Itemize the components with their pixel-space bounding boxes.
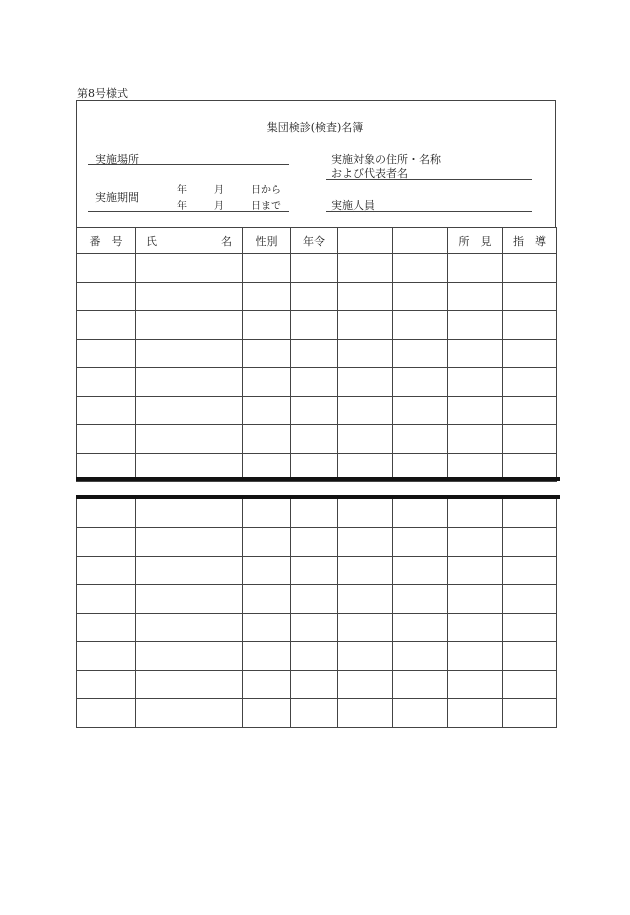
table-cell[interactable] [448,368,503,397]
table-cell[interactable] [393,642,448,671]
table-cell[interactable] [136,585,243,614]
table-cell[interactable] [503,642,557,671]
table-row [77,699,557,728]
table-cell[interactable] [243,670,291,699]
table-cell[interactable] [448,670,503,699]
table-cell[interactable] [243,254,291,283]
table-cell[interactable] [291,613,338,642]
table-cell[interactable] [77,556,136,585]
table-cell[interactable] [448,339,503,368]
table-cell[interactable] [338,396,393,425]
table-cell[interactable] [448,311,503,340]
table-row [77,311,557,340]
table-cell[interactable] [448,699,503,728]
table-cell[interactable] [393,396,448,425]
table-cell[interactable] [291,368,338,397]
table-cell[interactable] [77,642,136,671]
table-cell[interactable] [136,396,243,425]
period-month-2: 月 [214,201,224,212]
table-cell[interactable] [393,613,448,642]
table-cell[interactable] [291,282,338,311]
table-cell[interactable] [136,425,243,454]
table-header-row [77,228,557,254]
table-cell[interactable] [393,585,448,614]
table-cell[interactable] [503,254,557,283]
table-cell[interactable] [77,528,136,557]
table-cell[interactable] [503,311,557,340]
header-number: 番 号 [77,228,136,254]
table-cell[interactable] [136,556,243,585]
table-cell[interactable] [77,396,136,425]
table-cell[interactable] [77,499,136,528]
table-row [77,670,557,699]
table-cell[interactable] [338,339,393,368]
header-sex: 性別 [243,228,291,254]
period-day-from: 日から [251,185,281,196]
table-cell[interactable] [338,311,393,340]
table-cell[interactable] [291,699,338,728]
period-day-to: 日まで [251,201,281,212]
table-cell[interactable] [393,699,448,728]
table-cell[interactable] [291,311,338,340]
form-number: 第8号様式 [77,87,128,100]
table-row [77,396,557,425]
table-cell[interactable] [503,396,557,425]
staff-label: 実施人員 [331,199,375,212]
table-cell[interactable] [448,282,503,311]
table-cell[interactable] [393,254,448,283]
page-title: 集団検診(検査)名簿 [266,121,364,134]
table-cell[interactable] [503,585,557,614]
table-cell[interactable] [243,613,291,642]
location-label: 実施場所 [95,153,139,166]
table-cell[interactable] [503,556,557,585]
table-cell[interactable] [448,642,503,671]
table-row [77,556,557,585]
table-cell[interactable] [77,425,136,454]
table-cell[interactable] [77,368,136,397]
table-cell[interactable] [291,254,338,283]
header-findings: 所 見 [448,228,503,254]
table-cell[interactable] [291,670,338,699]
table-cell[interactable] [243,282,291,311]
table-cell[interactable] [393,425,448,454]
table-cell[interactable] [393,528,448,557]
table-cell[interactable] [291,499,338,528]
table-cell[interactable] [338,613,393,642]
table-cell[interactable] [77,282,136,311]
cut-line-top [76,477,560,481]
table-row [77,585,557,614]
table-cell[interactable] [393,368,448,397]
table-cell[interactable] [136,339,243,368]
table-cell[interactable] [136,613,243,642]
table-row [77,282,557,311]
table-cell[interactable] [243,425,291,454]
table-cell[interactable] [136,282,243,311]
period-year-2: 年 [177,201,187,212]
table-cell[interactable] [243,499,291,528]
table-cell[interactable] [136,311,243,340]
header-age: 年令 [291,228,338,254]
table-cell[interactable] [243,528,291,557]
table-row [77,254,557,283]
table-cell[interactable] [338,425,393,454]
target-label-line1: 実施対象の住所・名称 [331,153,441,166]
table-cell[interactable] [338,528,393,557]
target-label-line2: および代表者名 [331,167,408,180]
table-row [77,425,557,454]
table-cell[interactable] [503,528,557,557]
header-blank-2 [393,228,448,254]
table-cell[interactable] [338,556,393,585]
location-underline [88,164,289,165]
table-cell[interactable] [136,368,243,397]
table-row [77,499,557,528]
table-cell[interactable] [291,396,338,425]
table-cell[interactable] [393,339,448,368]
period-underline [88,211,289,212]
staff-underline [326,211,532,212]
table-cell[interactable] [338,585,393,614]
table-cell[interactable] [503,699,557,728]
table-cell[interactable] [77,585,136,614]
target-underline [326,179,532,180]
table-cell[interactable] [448,254,503,283]
table-cell[interactable] [291,585,338,614]
table-cell[interactable] [448,585,503,614]
table-cell[interactable] [243,311,291,340]
table-cell[interactable] [338,368,393,397]
table-cell[interactable] [243,339,291,368]
table-cell[interactable] [338,499,393,528]
table-row [77,368,557,397]
header-name-given: 名 [221,234,232,248]
table-cell[interactable] [503,670,557,699]
header-guidance: 指 導 [503,228,557,254]
table-cell[interactable] [393,556,448,585]
table-cell[interactable] [243,585,291,614]
table-cell[interactable] [393,311,448,340]
table-cell[interactable] [393,670,448,699]
table-cell[interactable] [338,254,393,283]
table-cell[interactable] [243,556,291,585]
table-cell[interactable] [136,642,243,671]
period-year-1: 年 [177,185,187,196]
header-name-family: 氏 [146,234,157,248]
roster-table-upper [76,227,557,482]
header-name [136,228,243,254]
table-cell[interactable] [393,499,448,528]
table-cell[interactable] [503,425,557,454]
table-cell[interactable] [503,282,557,311]
table-cell[interactable] [243,699,291,728]
table-cell[interactable] [243,368,291,397]
table-cell[interactable] [136,699,243,728]
table-cell[interactable] [291,339,338,368]
table-cell[interactable] [448,528,503,557]
table-cell[interactable] [448,425,503,454]
header-blank-1 [338,228,393,254]
table-cell[interactable] [77,254,136,283]
table-row [77,339,557,368]
table-row [77,642,557,671]
table-row [77,528,557,557]
table-cell[interactable] [77,339,136,368]
table-cell[interactable] [393,282,448,311]
table-cell[interactable] [503,339,557,368]
upper-body [77,254,557,482]
table-cell[interactable] [77,670,136,699]
table-cell[interactable] [503,368,557,397]
table-cell[interactable] [243,642,291,671]
table-cell[interactable] [338,699,393,728]
table-cell[interactable] [136,528,243,557]
table-cell[interactable] [503,499,557,528]
table-cell[interactable] [136,254,243,283]
table-cell[interactable] [338,282,393,311]
table-cell[interactable] [338,642,393,671]
table-cell[interactable] [448,556,503,585]
table-row [77,613,557,642]
table-cell[interactable] [243,396,291,425]
table-cell[interactable] [338,670,393,699]
roster-table-lower [76,499,557,728]
table-cell[interactable] [77,699,136,728]
table-cell[interactable] [503,613,557,642]
table-cell[interactable] [448,613,503,642]
lower-body [77,499,557,727]
table-cell[interactable] [77,613,136,642]
table-cell[interactable] [291,528,338,557]
table-cell[interactable] [291,642,338,671]
table-cell[interactable] [291,556,338,585]
table-cell[interactable] [291,425,338,454]
table-cell[interactable] [448,499,503,528]
table-cell[interactable] [77,311,136,340]
table-cell[interactable] [136,499,243,528]
period-month-1: 月 [214,185,224,196]
table-cell[interactable] [448,396,503,425]
table-cell[interactable] [136,670,243,699]
period-label: 実施期間 [95,191,139,204]
